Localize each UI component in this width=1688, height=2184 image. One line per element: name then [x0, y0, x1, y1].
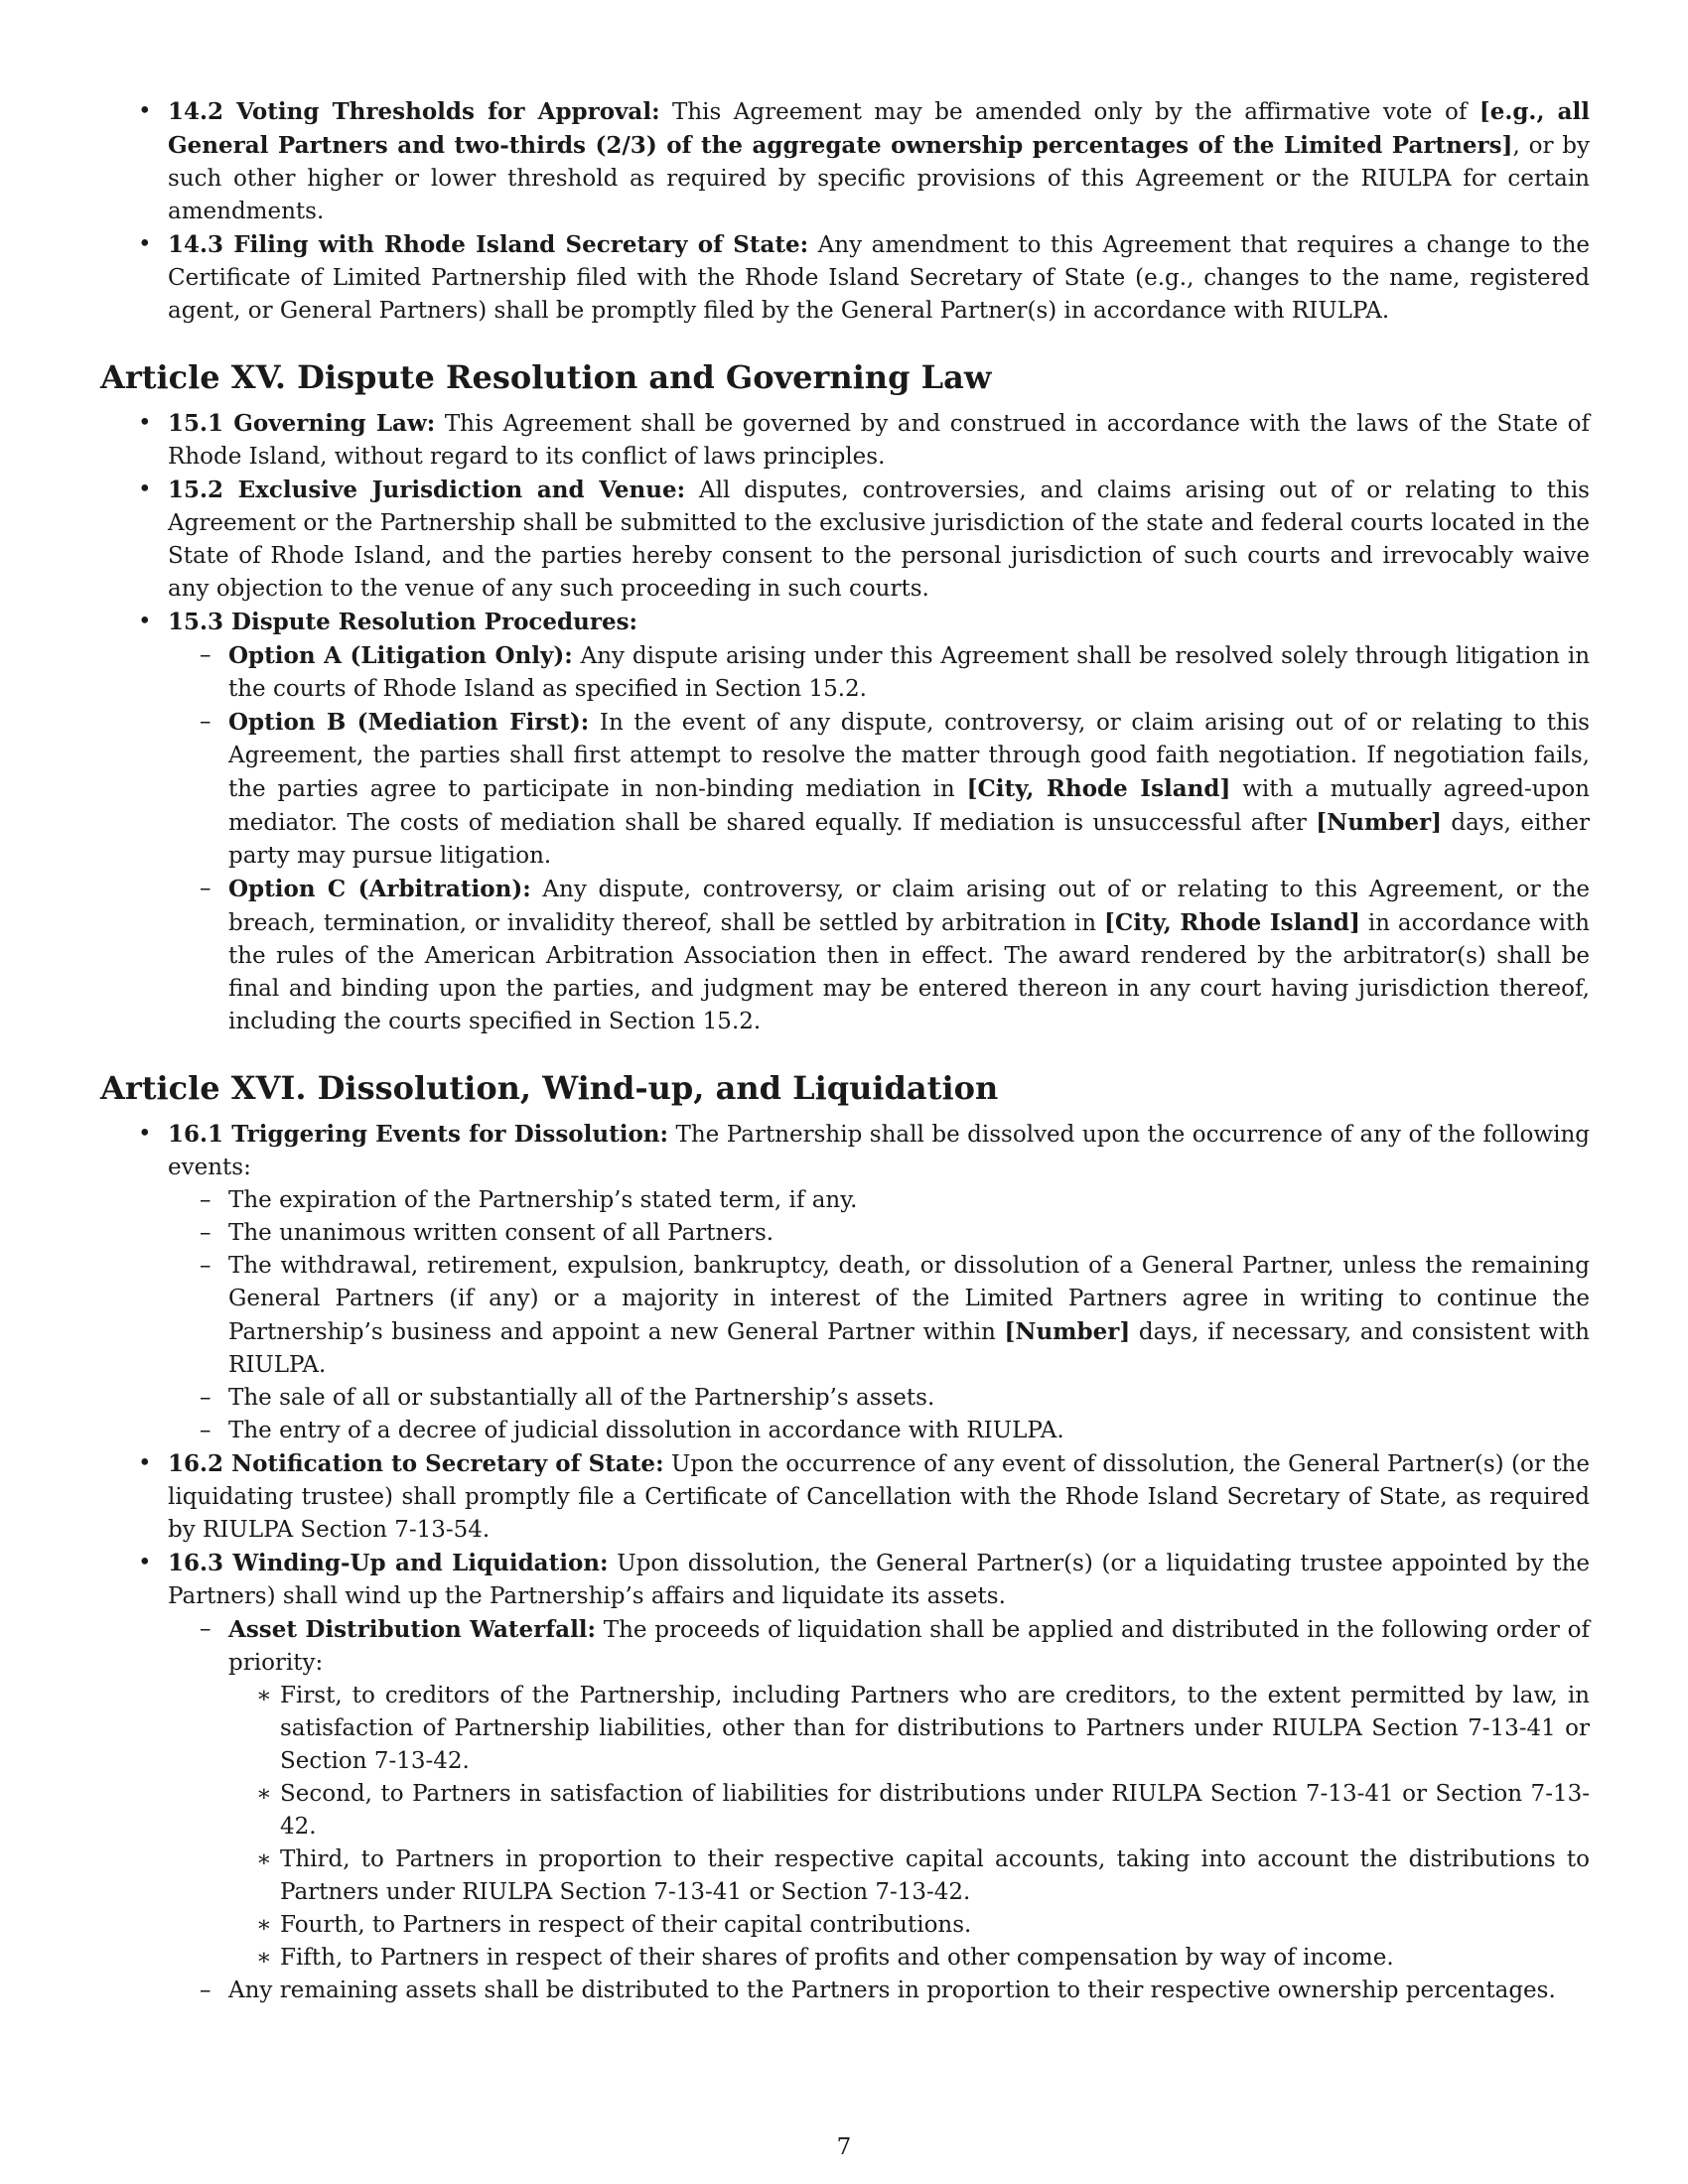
option-text: In the event of any dispute, controversy, or claim arising out of or relating to this Agreement, the parties shall first attempt to resolve the matter through good faith negotiation. If negotiation fails, the parties agree to participate in non-binding mediation in: [228, 710, 1590, 802]
section-14-3: [100, 228, 1590, 328]
dash-icon: –: [200, 1253, 211, 1279]
asterisk-icon: ∗: [256, 1846, 272, 1872]
asset-distribution-waterfall: [168, 1613, 1590, 1975]
section-16-2: [100, 1447, 1590, 1547]
priority-text: Fourth, to Partners in respect of their capital contributions.: [280, 1912, 972, 1938]
dash-icon: –: [200, 1187, 211, 1213]
event-text: The sale of all or substantially all of the Partnership’s assets.: [228, 1385, 935, 1411]
priority-item: [228, 1680, 1590, 1778]
asterisk-icon: ∗: [256, 1945, 272, 1971]
section-text: The Partnership shall be dissolved upon the occurrence of any of the following events:: [168, 1122, 1590, 1180]
document-page: [100, 95, 1590, 2007]
option-a: [168, 639, 1590, 706]
option-text: Any dispute arising under this Agreement shall be resolved solely through litigation in the courts of Rhode Island as specified in Section 15.2.: [228, 643, 1591, 702]
bullet-icon: •: [138, 98, 152, 124]
section-title: 15.1 Governing Law:: [168, 410, 436, 437]
event-text: The expiration of the Partnership’s stated term, if any.: [228, 1187, 858, 1213]
article-xvi-list: [100, 1118, 1590, 2007]
dissolution-event: [168, 1250, 1590, 1382]
dash-icon: –: [200, 1616, 211, 1642]
priority-item: [228, 1909, 1590, 1942]
remaining-assets-text: Any remaining assets shall be distributed to the Partners in proportion to their respective ownership percentages.: [228, 1978, 1556, 2003]
option-b: [168, 706, 1590, 873]
section-text: , or by such other higher or lower threshold as required by specific provisions of this Agreement or the RIULPA for certain amendments.: [168, 133, 1591, 224]
bullet-icon: •: [138, 609, 152, 634]
priority-item: [228, 1778, 1590, 1843]
asterisk-icon: ∗: [256, 1912, 272, 1938]
priority-text: First, to creditors of the Partnership, including Partners who are creditors, to the extent permitted by law, in satisfaction of Partnership liabilities, other than for distributions to Partners under RIULPA Section 7-13-41 or Section 7-13-42.: [280, 1683, 1590, 1774]
waterfall-text: The proceeds of liquidation shall be applied and distributed in the following order of priority:: [228, 1617, 1590, 1676]
dispute-options-list: [168, 639, 1590, 1038]
placeholder-text: [City, Rhode Island]: [1104, 909, 1360, 936]
section-text: Any amendment to this Agreement that requires a change to the Certificate of Limited Partnership filed with the Rhode Island Secretary of State (e.g., changes to the name, registered agent, or General Partners) shall be promptly filed by the General Partner(s) in accordance with RIULPA.: [168, 232, 1591, 324]
bullet-icon: •: [138, 1550, 152, 1575]
section-15-3: [100, 606, 1590, 1038]
section-text: This Agreement may be amended only by the affirmative vote of: [659, 99, 1479, 125]
option-title: Option A (Litigation Only):: [228, 642, 573, 669]
dissolution-events-list: [168, 1184, 1590, 1447]
article-xiv-list: [100, 95, 1590, 328]
dash-icon: –: [200, 1418, 211, 1443]
placeholder-text: [Number]: [1004, 1318, 1131, 1345]
section-title: 16.3 Winding-Up and Liquidation:: [168, 1550, 609, 1576]
liquidation-list: [168, 1613, 1590, 2007]
section-16-3: [100, 1547, 1590, 2007]
dash-icon: –: [200, 709, 211, 735]
section-15-1: [100, 407, 1590, 474]
option-title: Option C (Arbitration):: [228, 876, 531, 902]
dash-icon: –: [200, 1385, 211, 1411]
priority-item: [228, 1942, 1590, 1975]
option-text: Any dispute, controversy, or claim arising out of or relating to this Agreement, or the breach, termination, or invalidity thereof, shall be settled by arbitration in: [228, 877, 1590, 936]
option-c: [168, 873, 1590, 1038]
article-xv-heading: Article XV. Dispute Resolution and Governing Law: [100, 358, 992, 396]
section-15-2: [100, 474, 1590, 606]
section-text: Upon the occurrence of any event of dissolution, the General Partner(s) (or the liquidating trustee) shall promptly file a Certificate of Cancellation with the Rhode Island Secretary of State, as required by RIULPA Section 7-13-54.: [168, 1451, 1590, 1543]
asterisk-icon: ∗: [256, 1781, 272, 1807]
article-xvi-heading: Article XVI. Dissolution, Wind-up, and Liquidation: [100, 1069, 999, 1107]
priority-list: [228, 1680, 1590, 1975]
article-xv-list: [100, 407, 1590, 1038]
dash-icon: –: [200, 876, 211, 901]
option-text: with a mutually agreed-upon mediator. The costs of mediation shall be shared equally. If mediation is unsuccessful after: [228, 776, 1590, 836]
dash-icon: –: [200, 1220, 211, 1246]
section-title: 14.2 Voting Thresholds for Approval:: [168, 98, 660, 125]
section-16-1: [100, 1118, 1590, 1447]
dissolution-event: [168, 1184, 1590, 1217]
event-text: The unanimous written consent of all Partners.: [228, 1220, 774, 1246]
dash-icon: –: [200, 642, 211, 668]
section-title: 14.3 Filing with Rhode Island Secretary of State:: [168, 231, 809, 258]
placeholder-text: [e.g., all General Partners and two-thirds (2/3) of the aggregate ownership percentages of the Limited Partners]: [168, 98, 1590, 159]
event-text: The entry of a decree of judicial dissolution in accordance with RIULPA.: [228, 1418, 1064, 1443]
section-title: 16.1 Triggering Events for Dissolution:: [168, 1121, 669, 1148]
section-14-2: [100, 95, 1590, 228]
dissolution-event: [168, 1415, 1590, 1447]
priority-item: [228, 1843, 1590, 1909]
dissolution-event: [168, 1382, 1590, 1415]
priority-text: Second, to Partners in satisfaction of liabilities for distributions under RIULPA Section 7-13-41 or Section 7-13-42.: [280, 1781, 1590, 1840]
bullet-icon: •: [138, 1450, 152, 1476]
section-title: 16.2 Notification to Secretary of State:: [168, 1450, 664, 1477]
asterisk-icon: ∗: [256, 1683, 272, 1708]
section-title: 15.2 Exclusive Jurisdiction and Venue:: [168, 477, 686, 503]
waterfall-title: Asset Distribution Waterfall:: [228, 1616, 597, 1643]
dash-icon: –: [200, 1978, 211, 2003]
option-text: in accordance with the rules of the American Arbitration Association then in effect. The award rendered by the arbitrator(s) shall be final and binding upon the parties, and judgment may be entered thereon in any court having jurisdiction thereof, including the courts specified in Section 15.2.: [228, 910, 1590, 1034]
section-title: 15.3 Dispute Resolution Procedures:: [168, 609, 638, 635]
event-text: The withdrawal, retirement, expulsion, bankruptcy, death, or dissolution of a General Partner, unless the remaining General Partners (if any) or a majority in interest of the Limited Partners agree in writing to continue the Partnership’s business and appoint a new General Partner within: [228, 1253, 1590, 1345]
section-text: This Agreement shall be governed by and construed in accordance with the laws of the State of Rhode Island, without regard to its conflict of laws principles.: [168, 411, 1590, 470]
option-text: days, either party may pursue litigation.: [228, 810, 1591, 869]
event-text: days, if necessary, and consistent with RIULPA.: [228, 1319, 1590, 1378]
bullet-icon: •: [138, 231, 152, 257]
option-title: Option B (Mediation First):: [228, 709, 590, 736]
priority-text: Fifth, to Partners in respect of their shares of profits and other compensation by way of income.: [280, 1945, 1394, 1971]
bullet-icon: •: [138, 477, 152, 502]
remaining-assets: [168, 1975, 1590, 2007]
bullet-icon: •: [138, 1121, 152, 1147]
bullet-icon: •: [138, 410, 152, 436]
placeholder-text: [Number]: [1316, 809, 1442, 836]
dissolution-event: [168, 1217, 1590, 1250]
placeholder-text: [City, Rhode Island]: [966, 775, 1231, 802]
page-number: 7: [836, 2134, 852, 2160]
section-text: All disputes, controversies, and claims arising out of or relating to this Agreement or the Partnership shall be submitted to the exclusive jurisdiction of the state and federal courts located in the State of Rhode Island, and the parties hereby consent to the personal jurisdiction of such courts and irrevocably waive any objection to the venue of any such proceeding in such courts.: [168, 478, 1590, 602]
priority-text: Third, to Partners in proportion to their respective capital accounts, taking into account the distributions to Partners under RIULPA Section 7-13-41 or Section 7-13-42.: [280, 1846, 1590, 1905]
section-text: Upon dissolution, the General Partner(s) (or a liquidating trustee appointed by the Partners) shall wind up the Partnership’s affairs and liquidate its assets.: [168, 1551, 1590, 1609]
